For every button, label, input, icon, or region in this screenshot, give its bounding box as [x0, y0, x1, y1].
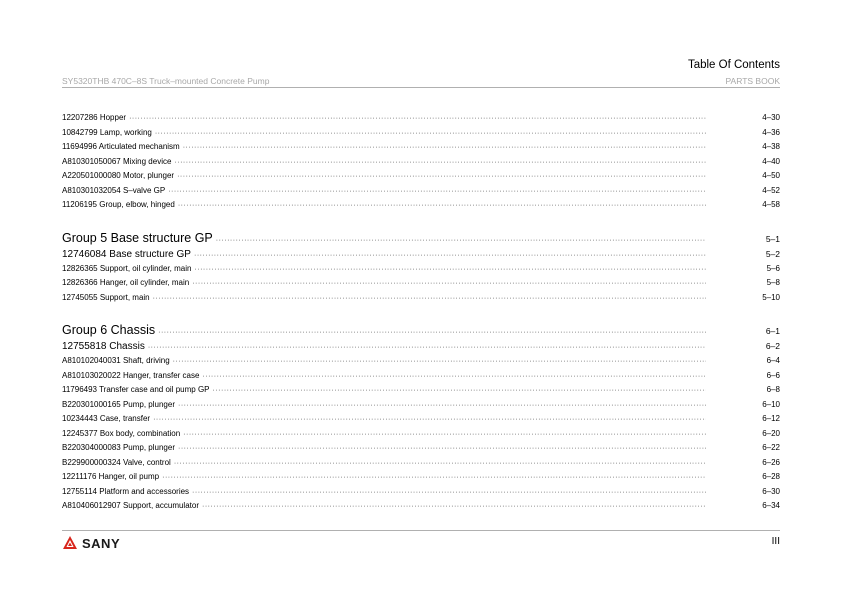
leader-dots	[194, 263, 706, 277]
leader-dots	[158, 324, 706, 339]
toc-entry[interactable]	[62, 111, 780, 126]
group-page: 6–1	[765, 326, 780, 336]
header-book-name: PARTS BOOK	[725, 76, 780, 86]
toc-entry-page: 6–30	[762, 486, 780, 496]
toc-entry-label: 12755114 Platform and accessories	[62, 486, 190, 496]
leader-dots	[192, 277, 706, 291]
toc-entry-label: 11206195 Group, elbow, hinged	[62, 200, 175, 209]
toc-entry-label: B220304000083 Pump, plunger	[62, 443, 175, 452]
toc-entry-page: 6–20	[762, 428, 780, 438]
toc-entry[interactable]	[62, 499, 780, 514]
leader-dots	[183, 141, 706, 155]
toc-entry-label: 12826366 Hanger, oil cylinder, main	[62, 278, 190, 287]
leader-dots	[202, 370, 706, 384]
leader-dots	[192, 486, 706, 500]
header-rule	[62, 87, 780, 88]
toc-entry-label: 11694996 Articulated mechanism	[62, 142, 180, 151]
toc-entry[interactable]	[62, 169, 780, 184]
toc-entry[interactable]	[62, 276, 780, 291]
leader-dots	[162, 471, 706, 485]
group-title: Group 6 Chassis	[62, 323, 156, 337]
toc-entry[interactable]	[62, 291, 780, 306]
toc-entry-label: A810406012907 Support, accumulator	[62, 501, 199, 510]
toc-entry-page: 6–28	[762, 472, 780, 481]
toc-entry-label: A810301032054 S–valve GP	[62, 185, 166, 195]
toc-entry-page: 4–52	[762, 185, 780, 195]
toc-entry-page: 4–58	[762, 200, 780, 209]
header-title: Table Of Contents	[687, 59, 780, 71]
toc-entry-label: 10842799 Lamp, working	[62, 127, 152, 137]
footer-rule	[62, 530, 780, 531]
toc-entry-page: 4–50	[762, 171, 780, 180]
leader-dots	[216, 232, 706, 247]
toc-entry-page: 6–34	[762, 501, 780, 510]
toc-entry-label: 11796493 Transfer case and oil pump GP	[62, 385, 210, 394]
toc-entry[interactable]	[62, 140, 780, 155]
subgroup-title: 12746084 Base structure GP	[62, 248, 191, 260]
toc-entry[interactable]	[62, 262, 780, 277]
toc-entry-page: 4–30	[762, 113, 780, 122]
subgroup-title: 12755818 Chassis	[62, 341, 145, 352]
toc-entry-page: 5–10	[762, 292, 780, 302]
leader-dots	[202, 500, 706, 514]
toc-entry-label: 12211176 Hanger, oil pump	[62, 472, 160, 481]
group-title: Group 5 Base structure GP	[62, 230, 213, 245]
leader-dots	[213, 384, 707, 398]
toc-entry-label: 12207286 Hopper	[62, 113, 127, 122]
toc-entry[interactable]	[62, 456, 780, 471]
toc-entry-page: 6–12	[762, 414, 780, 423]
group-page: 5–1	[765, 233, 780, 244]
toc-group-heading[interactable]	[62, 230, 780, 247]
toc-entry[interactable]	[62, 441, 780, 456]
toc-entry[interactable]	[62, 427, 780, 442]
toc-entry[interactable]	[62, 354, 780, 369]
leader-dots	[178, 199, 706, 213]
toc-entry[interactable]	[62, 155, 780, 170]
toc-entry[interactable]	[62, 470, 780, 485]
toc-entry[interactable]	[62, 398, 780, 413]
toc-entry-label: A810301050067 Mixing device	[62, 156, 172, 166]
leader-dots	[155, 127, 706, 141]
toc-entry-label: A810103020022 Hanger, transfer case	[62, 370, 200, 380]
toc-entry-label: B220301000165 Pump, plunger	[62, 399, 175, 409]
leader-dots	[177, 170, 706, 184]
toc-subgroup-heading[interactable]	[62, 247, 780, 262]
header-document-name: SY5320THB 470C–8S Truck–mounted Concrete Pump	[62, 76, 270, 86]
leader-dots	[183, 428, 706, 442]
toc-subgroup-heading[interactable]	[62, 339, 780, 354]
leader-dots	[173, 355, 706, 369]
toc-entry-label: 12826365 Support, oil cylinder, main	[62, 263, 192, 273]
toc-entry-page: 6–10	[762, 399, 780, 409]
toc-entry-page: 6–26	[762, 457, 780, 467]
toc-entry[interactable]	[62, 198, 780, 213]
page-number: III	[771, 536, 780, 547]
sany-triangle-icon	[62, 535, 78, 551]
leader-dots	[168, 185, 706, 199]
toc-entry-page: 4–36	[762, 127, 780, 137]
toc-entry-page: 5–8	[766, 278, 780, 287]
toc-entry-page: 6–8	[766, 385, 780, 394]
toc-entry-page: 6–6	[766, 370, 780, 380]
toc-entry[interactable]	[62, 412, 780, 427]
toc-entry-label: A220501000080 Motor, plunger	[62, 171, 175, 180]
leader-dots	[153, 292, 706, 306]
brand-name: SANY	[82, 535, 121, 551]
toc-entry-page: 6–4	[766, 356, 780, 365]
toc-entry-label: B229900000324 Valve, control	[62, 457, 171, 467]
leader-dots	[178, 442, 706, 456]
toc-entry-page: 4–40	[762, 156, 780, 166]
toc-entry-page: 4–38	[762, 142, 780, 151]
toc-group-heading[interactable]	[62, 322, 780, 339]
leader-dots	[153, 413, 706, 427]
toc-entry-page: 6–22	[762, 443, 780, 452]
toc-entry[interactable]	[62, 485, 780, 500]
leader-dots	[129, 112, 706, 126]
toc-entry-page: 5–6	[766, 263, 780, 273]
table-of-contents	[62, 111, 780, 514]
leader-dots	[174, 457, 706, 471]
toc-entry[interactable]	[62, 184, 780, 199]
toc-entry[interactable]	[62, 126, 780, 141]
leader-dots	[148, 340, 706, 354]
toc-entry-label: 10234443 Case, transfer	[62, 414, 151, 423]
subgroup-page: 6–2	[765, 341, 780, 351]
sany-logo	[62, 535, 120, 551]
toc-entry-label: A810102040031 Shaft, driving	[62, 356, 170, 365]
toc-entry[interactable]	[62, 383, 780, 398]
toc-entry-label: 12745055 Support, main	[62, 292, 150, 302]
toc-entry-label: 12245377 Box body, combination	[62, 428, 181, 438]
toc-entry[interactable]	[62, 369, 780, 384]
leader-dots	[194, 248, 706, 262]
leader-dots	[178, 399, 706, 413]
leader-dots	[174, 156, 706, 170]
subgroup-page: 5–2	[765, 248, 780, 259]
